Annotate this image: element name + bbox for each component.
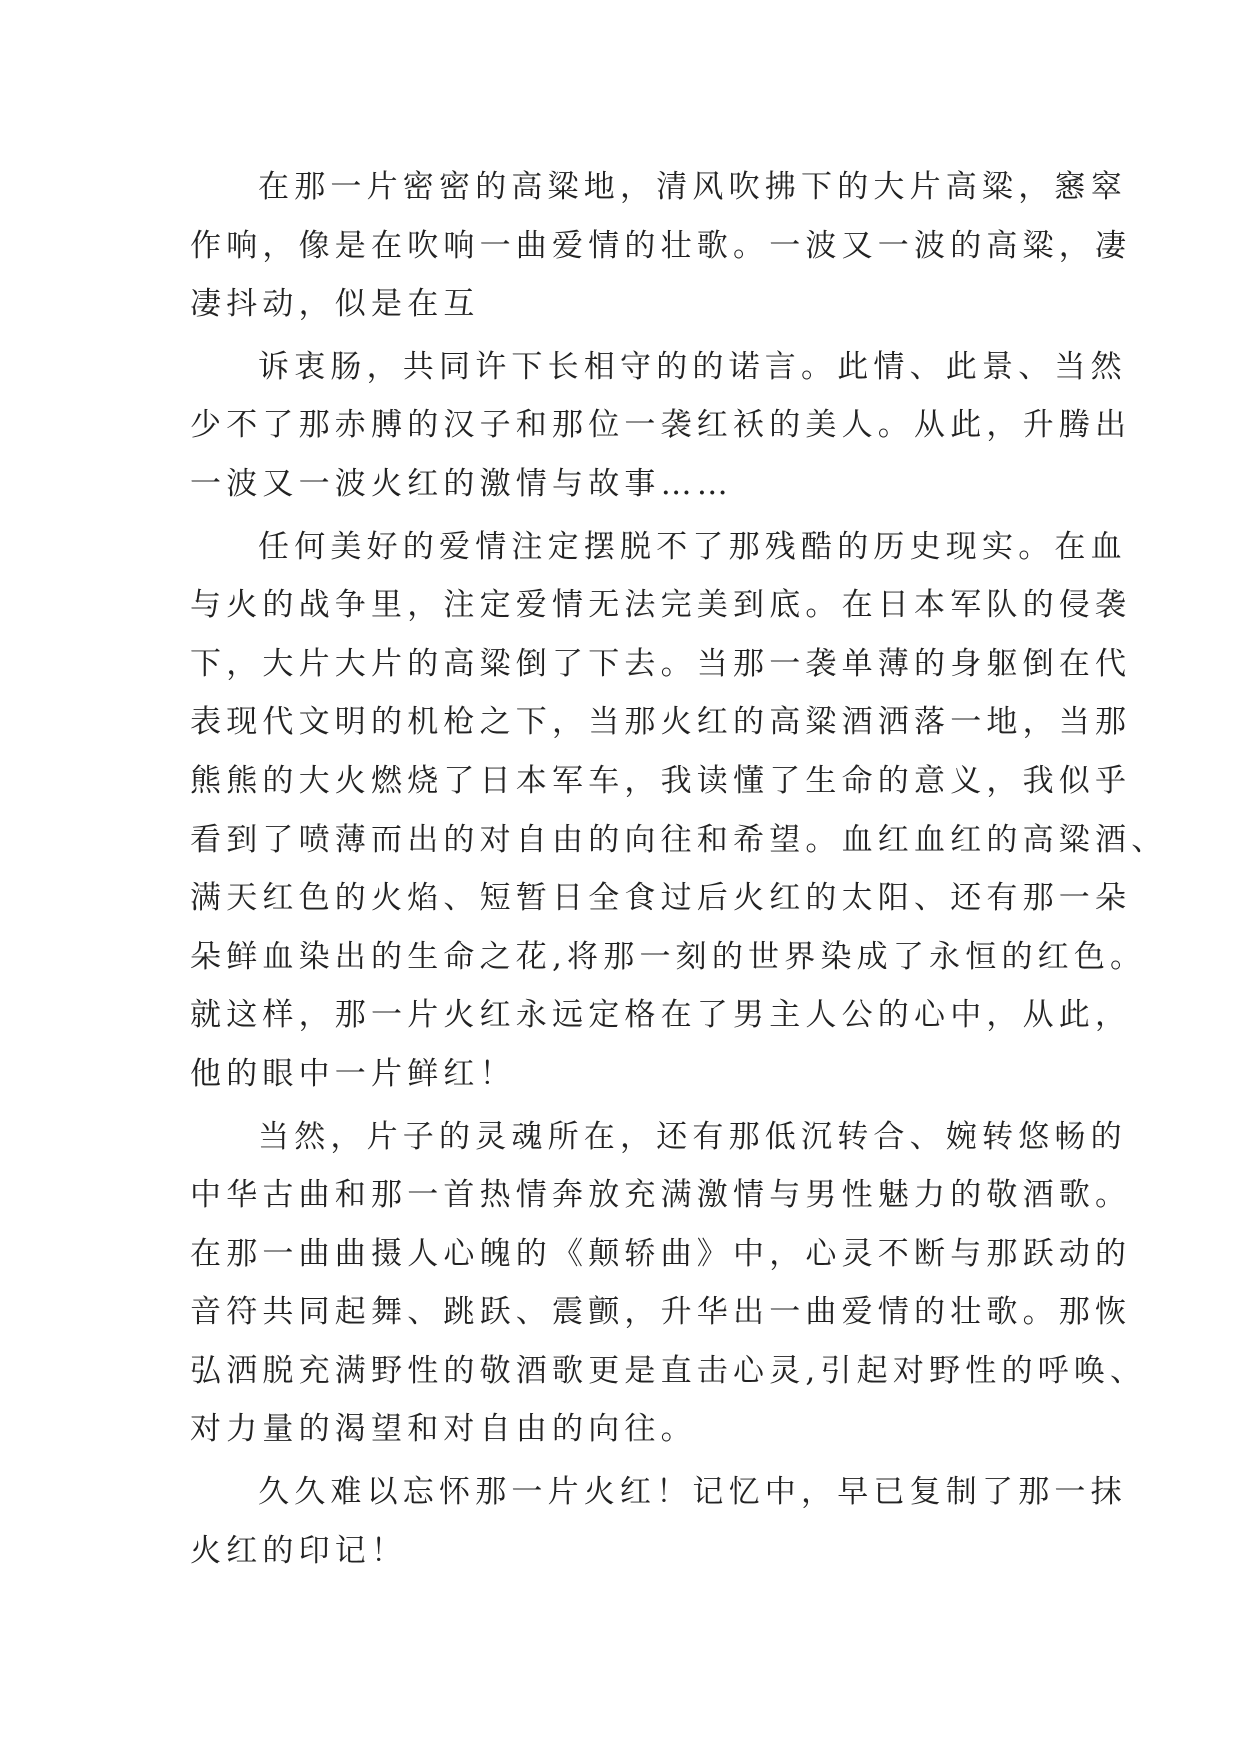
paragraph-line: 诉衷肠，共同许下长相守的的诺言。此情、此景、当然	[258, 348, 1127, 385]
paragraph-3	[190, 518, 1168, 1104]
paragraph-line: 下，大片大片的高粱倒了下去。当那一袭单薄的身躯倒在代	[190, 645, 1132, 682]
paragraph-line: 他的眼中一片鲜红！	[190, 1055, 516, 1092]
paragraph-2	[190, 338, 1132, 514]
paragraph-line: 熊熊的大火燃烧了日本军车，我读懂了生命的意义，我似乎	[190, 762, 1132, 799]
paragraph-line: 与火的战争里，注定爱情无法完美到底。在日本军队的侵袭	[190, 587, 1132, 624]
paragraph-line: 任何美好的爱情注定摆脱不了那残酷的历史现实。在血	[258, 528, 1127, 565]
paragraph-line: 朵鲜血染出的生命之花,将那一刻的世界染成了永恒的红色。	[190, 938, 1147, 975]
paragraph-line: 在那一片密密的高粱地，清风吹拂下的大片高粱，窸窣	[258, 169, 1127, 205]
paragraph-line: 对力量的渴望和对自由的向往。	[190, 1411, 697, 1448]
paragraph-line: 当然，片子的灵魂所在，还有那低沉转合、婉转悠畅的	[258, 1118, 1127, 1155]
paragraph-line: 音符共同起舞、跳跃、震颤，升华出一曲爱情的壮歌。那恢	[190, 1294, 1132, 1331]
paragraph-line: 在那一曲曲摄人心魄的《颠轿曲》中，心灵不断与那跃动的	[190, 1235, 1132, 1272]
paragraph-line: 表现代文明的机枪之下，当那火红的高粱酒洒落一地，当那	[190, 704, 1132, 741]
paragraph-5	[190, 1463, 1127, 1580]
paragraph-line: 一波又一波火红的激情与故事……	[190, 465, 733, 502]
paragraph-line: 作响，像是在吹响一曲爱情的壮歌。一波又一波的高粱，凄	[190, 227, 1132, 264]
paragraph-line: 弘洒脱充满野性的敬酒歌更是直击心灵,引起对野性的呼唤、	[190, 1352, 1147, 1389]
document-body	[190, 158, 1168, 1584]
paragraph-line: 就这样，那一片火红永远定格在了男主人公的心中，从此，	[190, 997, 1132, 1034]
paragraph-4	[190, 1108, 1147, 1460]
paragraph-line: 久久难以忘怀那一片火红！记忆中，早已复制了那一抹	[258, 1474, 1127, 1511]
paragraph-line: 凄抖动，似是在互	[190, 286, 480, 323]
paragraph-line: 少不了那赤膊的汉子和那位一袭红袄的美人。从此，升腾出	[190, 407, 1132, 444]
paragraph-line: 满天红色的火焰、短暂日全食过后火红的太阳、还有那一朵	[190, 880, 1132, 917]
paragraph-line: 火红的印记！	[190, 1532, 408, 1569]
paragraph-1	[190, 158, 1132, 334]
paragraph-line: 中华古曲和那一首热情奔放充满激情与男性魅力的敬酒歌。	[190, 1177, 1132, 1214]
paragraph-line: 看到了喷薄而出的对自由的向往和希望。血红血红的高粱酒、	[190, 821, 1168, 858]
